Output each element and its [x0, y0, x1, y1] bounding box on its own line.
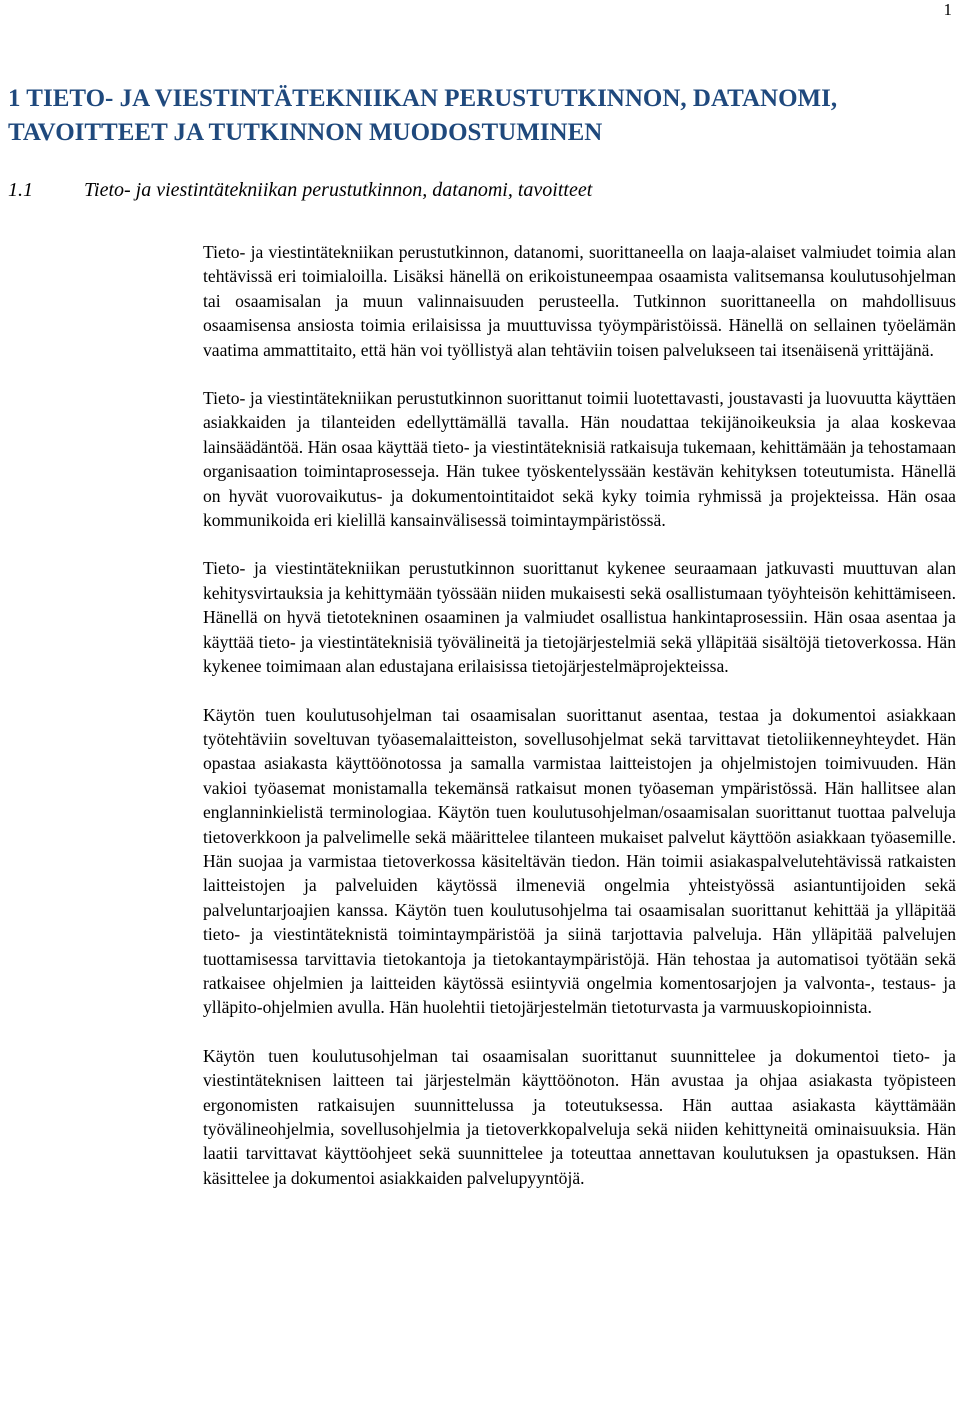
paragraph: Tieto- ja viestintätekniikan perustutkinnon suorittanut kykenee seuraamaan jatkuvasti muuttuvan alan kehitysvirtauksia ja kehittymään työssään niiden mukaisesti sekä osallistumaan työyhteisön kehittämiseen. Hänellä on hyvä tietotekninen osaaminen ja valmiudet osallistua hankintaprosessiin. Hän osaa asentaa ja käyttää tieto- ja viestintäteknisiä työvälineitä ja tietojärjestelmiä sekä ylläpitää sisältöjä tietoverkossa. Hän kykenee toimimaan alan edustajana erilaisissa tietojärjestelmäprojekteissa. [203, 558, 956, 677]
chapter-heading-line-1: 1 TIETO- JA VIESTINTÄTEKNIIKAN PERUSTUTKINNON, DATANOMI, [8, 85, 838, 112]
section-title: Tieto- ja viestintätekniikan perustutkinnon, datanomi, tavoitteet [84, 179, 593, 201]
paragraph: Tieto- ja viestintätekniikan perustutkinnon suorittanut toimii luotettavasti, joustavasti ja luovuutta käyttäen asiakkaiden ja tilanteiden edellyttämällä tavalla. Hän noudattaa tekijänoikeuksia ja alaa koskevaa lainsäädäntöä. Hän osaa käyttää tieto- ja viestintäteknisiä ratkaisuja tukemaan, kehittämään ja tehostamaan organisaation toimintaprosesseja. Hän tukee työskentelyssään kestävän kehityksen toteutumista. Hänellä on hyvät vuorovaikutus- ja dokumentointitaidot sekä kyky toimia ryhmissä ja projekteissa. Hän osaa kommunikoida eri kielillä kansainvälisessä toimintaympäristössä. [203, 388, 956, 531]
section-heading [8, 178, 592, 202]
body-text [203, 240, 956, 1214]
chapter-heading [8, 82, 948, 150]
page-number: 1 [943, 0, 952, 19]
chapter-heading-line-2: TAVOITTEET JA TUTKINNON MUODOSTUMINEN [8, 119, 603, 146]
section-number: 1.1 [8, 179, 33, 201]
paragraph: Käytön tuen koulutusohjelman tai osaamisalan suorittanut asentaa, testaa ja dokumentoi asiakkaan työtehtäviin soveltuvan työasemalaitteiston, sovellusohjelmat sekä tarvittavat tietoliikenneyhteydet. Hän opastaa asiakasta käyttöönotossa ja samalla varmistaa laitteistojen ja ohjelmistojen toimivuuden. Hän vakioi työasemat monistamalla tekemänsä ratkaisut monen työaseman ympäristössä. Hän hallitsee alan englanninkielistä terminologiaa. Käytön tuen koulutusohjelman/osaamisalan suorittanut tuottaa palveluja tietoverkkoon ja palvelimelle sekä määrittelee tilanteen mukaiset palvelut käyttöön asiakkaan työasemille. Hän suojaa ja varmistaa tietoverkossa käsiteltävän tiedon. Hän toimii asiakaspalvelutehtävissä ratkaisten laitteistojen ja palveluiden käytössä ilmeneviä ongelmia yhteistyössä asiantuntijoiden sekä palveluntarjoajien kanssa. Käytön tuen koulutusohjelma tai osaamisalan suorittanut kehittää ja ylläpitää tieto- ja viestintäteknistä toimintaympäristöä ja siinä tarjottavia palveluja. Hän ylläpitää palvelujen tuottamisessa tarvittavia tietokantoja ja tietokantaympäristöjä. Hän tehostaa ja automatisoi työtään sekä ratkaisee ohjelmien ja laitteiden käytössä esiintyviä ongelmia komentosarjojen ja valvonta-, testaus- ja ylläpito-ohjelmien avulla. Hän huolehtii tietojärjestelmän tietoturvasta ja varmuuskopioinnista. [203, 704, 956, 1018]
paragraph: Käytön tuen koulutusohjelman tai osaamisalan suorittanut suunnittelee ja dokumentoi tieto- ja viestintäteknisen laitteen tai järjestelmän käyttöönoton. Hän avustaa ja ohjaa asiakasta työpisteen ergonomisten ratkaisujen suunnittelussa ja toteutuksessa. Hän auttaa asiakasta käyttämään työvälineohjelmia, sovellusohjelmia ja tietoverkkopalveluja sekä niiden kehittyneitä ominaisuuksia. Hän laatii tarvittavat käyttöohjeet sekä suunnittelee ja toteuttaa annettavan koulutuksen ja opastuksen. Hän käsittelee ja dokumentoi asiakkaiden palvelupyyntöjä. [203, 1045, 956, 1188]
paragraph: Tieto- ja viestintätekniikan perustutkinnon, datanomi, suorittaneella on laaja-alaiset valmiudet toimia alan tehtävissä eri toimialoilla. Lisäksi hänellä on erikoistuneempaa osaamista valitsemansa koulutusohjelman tai osaamisalan ja muun valinnaisuuden perusteella. Tutkinnon suorittaneella on mahdollisuus osaamisensa ansiosta toimia erilaisissa ja muuttuvissa työympäristöissä. Hänellä on sellainen työelämän vaatima ammattitaito, että hän voi työllistyä alan tehtäviin toisen palvelukseen tai itsenäisenä yrittäjänä. [203, 242, 956, 360]
